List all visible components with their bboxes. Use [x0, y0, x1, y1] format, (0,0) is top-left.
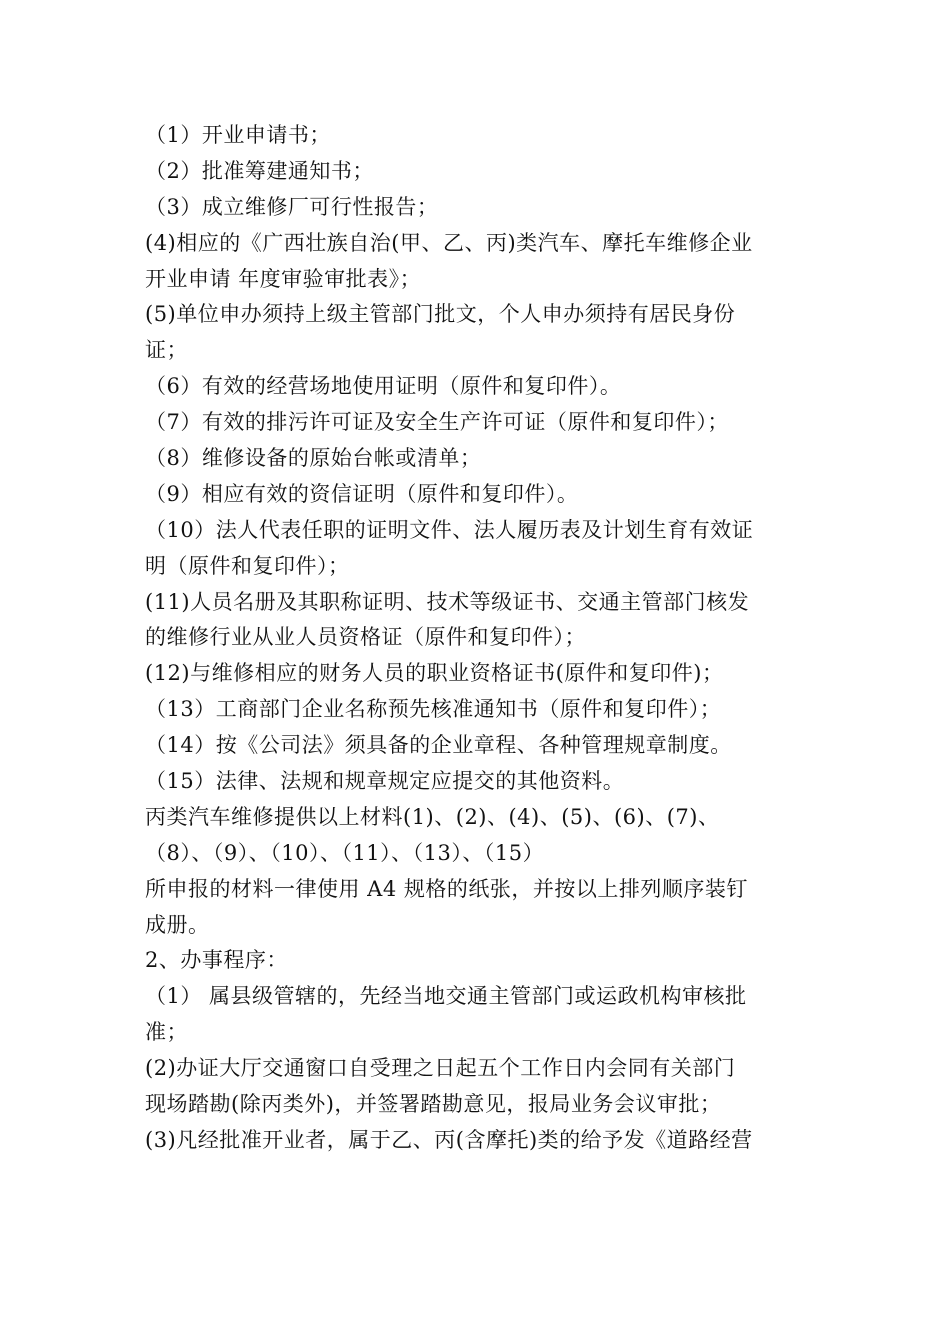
text-line: (5)单位申办须持上级主管部门批文，个人申办须持有居民身份: [145, 302, 736, 327]
text-line: 明（原件和复印件）；: [145, 553, 350, 578]
text-line: 证；: [145, 338, 188, 363]
document-body: [145, 118, 815, 1159]
text-line: （9）相应有效的资信证明（原件和复印件）。: [145, 481, 579, 506]
text-line: （2）批准筹建通知书；: [145, 158, 374, 183]
text-line: （8）、（9）、（10）、（11）、（13）、（15）: [145, 840, 545, 865]
text-line: （8）维修设备的原始台帐或清单；: [145, 446, 482, 471]
text-line: （1） 属县级管辖的，先经当地交通主管部门或运政机构审核批: [145, 984, 747, 1009]
text-line: 的维修行业从业人员资格证（原件和复印件）；: [145, 625, 586, 650]
text-line: (2)办证大厅交通窗口自受理之日起五个工作日内会同有关部门: [145, 1056, 736, 1081]
text-line: （1）开业申请书；: [145, 123, 331, 147]
text-line: (4)相应的《广西壮族自治(甲、乙、丙)类汽车、摩托车维修企业: [145, 230, 753, 255]
text-line: (11)人员名册及其职称证明、技术等级证书、交通主管部门核发: [145, 589, 750, 614]
section-heading: 2、办事程序：: [145, 948, 288, 973]
text-line: 开业申请 年度审验审批表》；: [145, 266, 422, 291]
text-line: （15）法律、法规和规章规定应提交的其他资料。: [145, 769, 625, 794]
text-line: （14）按《公司法》须具备的企业章程、各种管理规章制度。: [145, 733, 732, 758]
text-line: (3)凡经批准开业者，属于乙、丙(含摩托)类的给予发《道路经营: [145, 1127, 753, 1152]
text-line: （7）有效的排污许可证及安全生产许可证（原件和复印件）；: [145, 410, 729, 435]
text-line: (12)与维修相应的财务人员的职业资格证书(原件和复印件)；: [145, 661, 724, 686]
text-line: 所申报的材料一律使用 A4 规格的纸张，并按以上排列顺序装钉: [145, 876, 748, 901]
text-line: （6）有效的经营场地使用证明（原件和复印件）。: [145, 374, 622, 399]
text-line: 成册。: [145, 912, 210, 937]
text-line: （13）工商部门企业名称预先核准通知书（原件和复印件）；: [145, 697, 722, 722]
text-line: 丙类汽车维修提供以上材料(1)、(2)、(4)、(5)、(6)、(7)、: [145, 804, 720, 829]
text-line: （10）法人代表任职的证明文件、法人履历表及计划生育有效证: [145, 517, 754, 542]
text-line: 现场踏勘(除丙类外)，并签署踏勘意见，报局业务会议审批；: [145, 1092, 722, 1117]
text-line: （3）成立维修厂可行性报告；: [145, 194, 439, 219]
text-line: 准；: [145, 1020, 188, 1045]
